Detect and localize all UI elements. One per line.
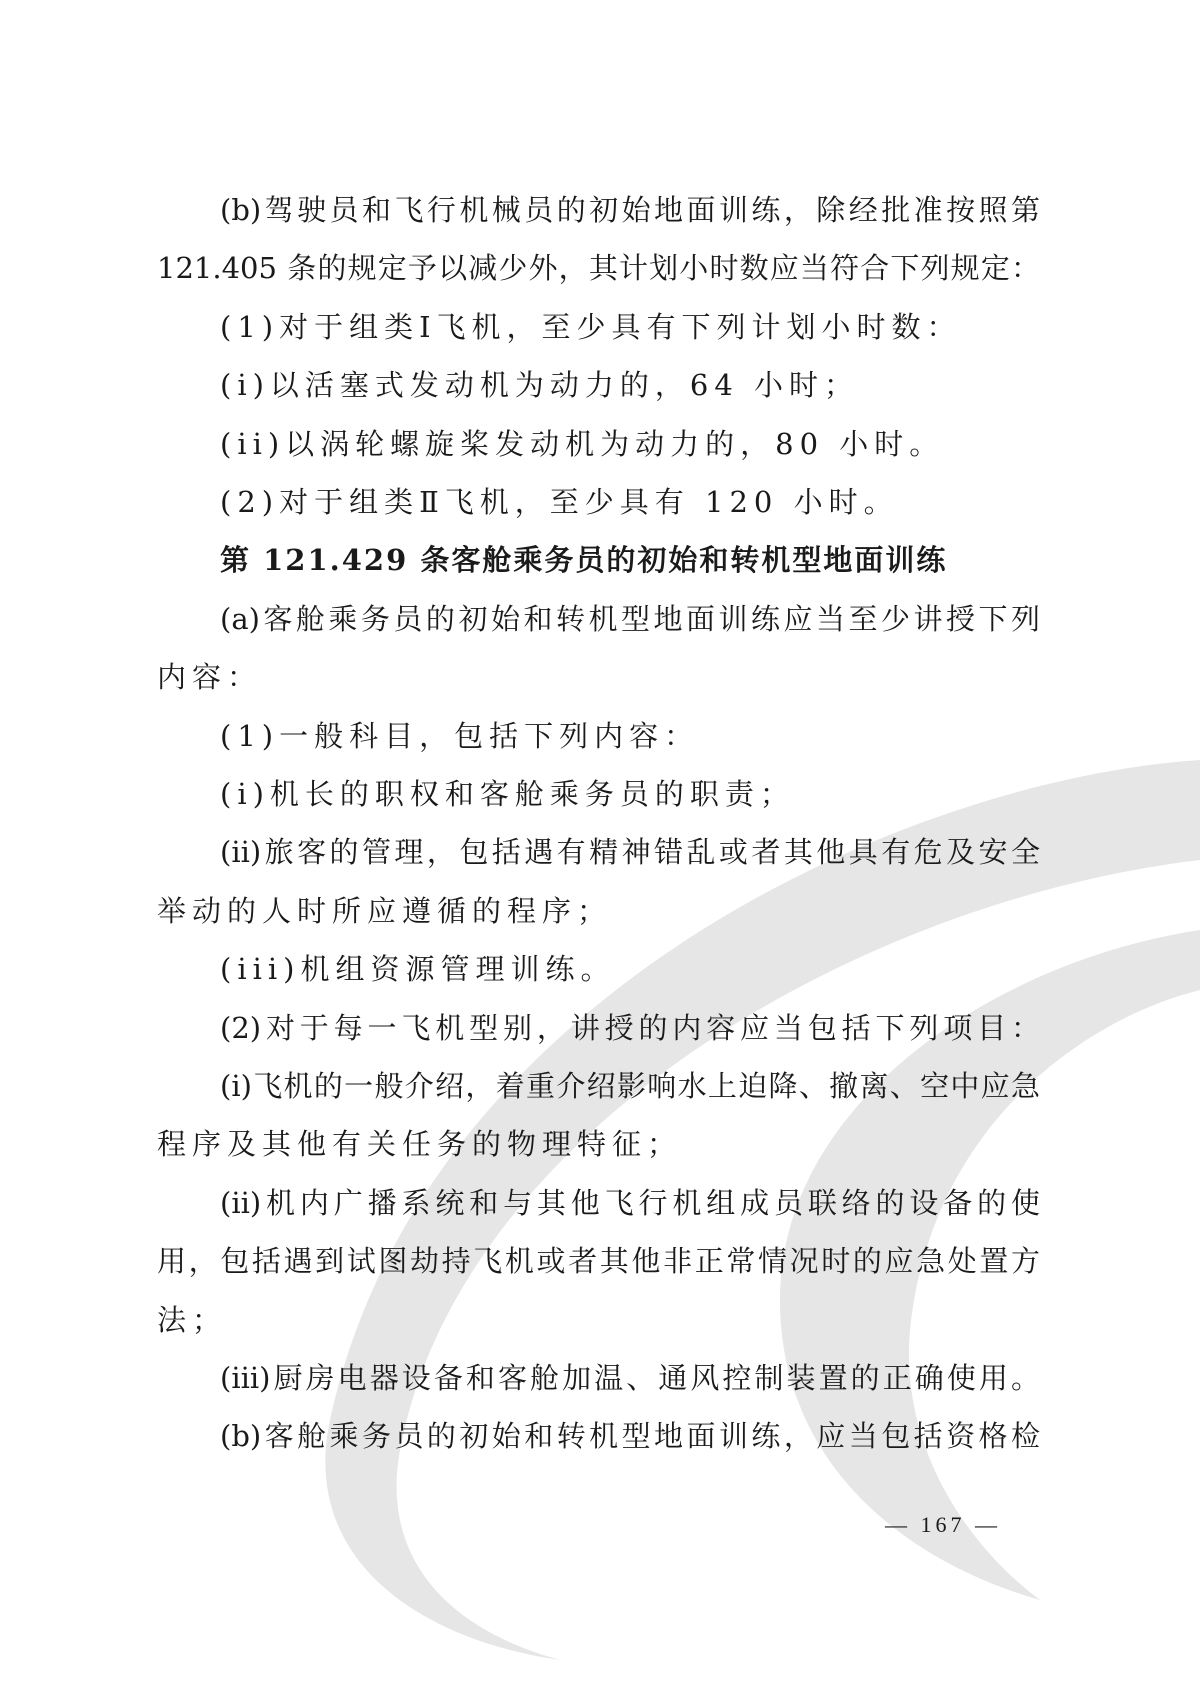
paragraph-line: (b)驾驶员和飞行机械员的初始地面训练，除经批准按照第 xyxy=(220,193,1040,227)
paragraph-line: 法； xyxy=(157,1303,228,1337)
paragraph-line: (2)对于每一飞机型别，讲授的内容应当包括下列项目： xyxy=(220,1011,1040,1045)
paragraph-line: (a)客舱乘务员的初始和转机型地面训练应当至少讲授下列 xyxy=(220,602,1040,636)
paragraph-line: (i)以活塞式发动机为动力的，64 小时； xyxy=(220,368,860,402)
paragraph-line: (ii)机内广播系统和与其他飞行机组成员联络的设备的使 xyxy=(220,1186,1040,1220)
paragraph-line: (2)对于组类Ⅱ飞机，至少具有 120 小时。 xyxy=(220,485,899,519)
paragraph-line: 121.405 条的规定予以减少外，其计划小时数应当符合下列规定： xyxy=(157,251,1040,285)
paragraph-line: 内容： xyxy=(157,660,263,694)
paragraph-line: (b)客舱乘务员的初始和转机型地面训练，应当包括资格检 xyxy=(220,1419,1040,1453)
paragraph-line: (1)对于组类Ⅰ飞机，至少具有下列计划小时数： xyxy=(220,310,962,344)
paragraph-line: (iii)厨房电器设备和客舱加温、通风控制装置的正确使用。 xyxy=(220,1361,1040,1395)
paragraph-line: (i)机长的职权和客舱乘务员的职责； xyxy=(220,777,795,811)
paragraph-line: 用，包括遇到试图劫持飞机或者其他非正常情况时的应急处置方 xyxy=(157,1244,1040,1278)
paragraph-line: (ii)以涡轮螺旋桨发动机为动力的，80 小时。 xyxy=(220,427,945,461)
paragraph-line: (i)飞机的一般介绍，着重介绍影响水上迫降、撤离、空中应急 xyxy=(220,1069,1040,1103)
page-number: — 167 — xyxy=(885,1512,1001,1537)
paragraph-line: (ii)旅客的管理，包括遇有精神错乱或者其他具有危及安全 xyxy=(220,835,1040,869)
paragraph-line: 举动的人时所应遵循的程序； xyxy=(157,894,613,928)
paragraph-line: 程序及其他有关任务的物理特征； xyxy=(157,1127,683,1161)
paragraph-line: (1)一般科目，包括下列内容： xyxy=(220,719,700,753)
paragraph-line: (iii)机组资源管理训练。 xyxy=(220,952,616,986)
section-heading: 第 121.429 条客舱乘务员的初始和转机型地面训练 xyxy=(220,543,948,577)
